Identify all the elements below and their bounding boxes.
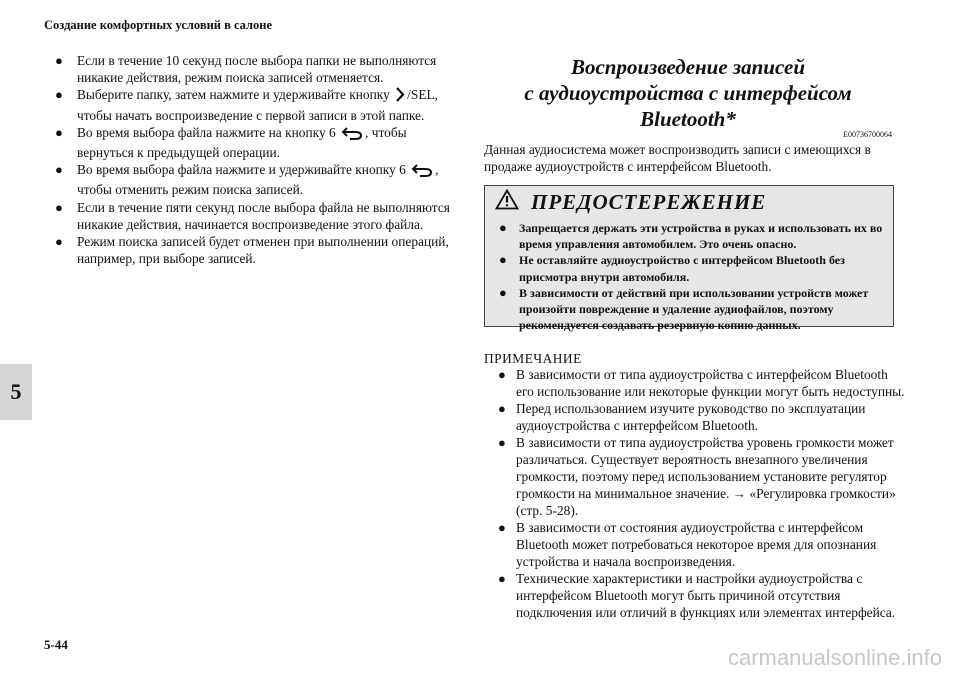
bullet-dot: ● (55, 199, 63, 215)
bullet-dot: ● (499, 220, 507, 235)
bullet-dot: ● (499, 284, 507, 300)
warning-header (495, 190, 766, 214)
bullet-dot: ● (55, 53, 63, 68)
note-label: ПРИМЕЧАНИЕ (484, 351, 582, 366)
list-item-text: Запрещается держать эти устройства в руках и использовать их во время управления автомобилем. Это очень опасно. (519, 221, 883, 252)
list-item-text: , чтобы вернуться к предыдущей операции. (77, 124, 407, 161)
return-arrow-icon (411, 163, 433, 181)
bullet-dot: ● (55, 87, 63, 103)
list-item (498, 434, 908, 519)
list-item (55, 233, 455, 267)
list-item-text: /SEL, чтобы начать воспроизведение с первой записи в этой папке. (77, 87, 439, 123)
list-item (55, 124, 455, 161)
watermark: carmanualsonline.info (727, 645, 942, 670)
list-item-text: Выберите папку, затем нажмите и удерживайте кнопку (77, 87, 394, 103)
bullet-dot: ● (498, 435, 506, 450)
bullet-dot: ● (498, 367, 506, 382)
bullet-dot: ● (55, 162, 63, 178)
page-number: 5-44 (44, 637, 68, 652)
list-item (55, 161, 455, 198)
section-title-line: с аудиоустройства с интерфейсом (524, 81, 852, 105)
list-item-text: Технические характеристики и настройки аудиоустройства с интерфейсом Bluetooth могут быть причиной отсутствия подключения или отличий в функциях или элементах интерфейса. (516, 571, 896, 620)
list-item-text: В зависимости от типа аудиоустройства с интерфейсом Bluetooth его использование или некоторые функции могут быть недоступны. (516, 367, 905, 399)
list-item-text: Режим поиска записей будет отменен при выполнении операций, например, при выборе записей. (77, 234, 449, 267)
list-item-text: Если в течение 10 секунд после выбора папки не выполняются никакие действия, режим поиска записей отменяется. (77, 53, 437, 86)
list-item (498, 570, 908, 621)
section-title (470, 54, 906, 132)
bullet-dot: ● (498, 401, 506, 416)
list-item-text: В зависимости от состояния аудиоустройства с интерфейсом Bluetooth может потребоваться некоторое время для опознания устройства и начала воспроизведения. (516, 520, 877, 569)
section-header: Создание комфортных условий в салоне (44, 18, 273, 32)
list-item-text: , чтобы отменить режим поиска записей. (77, 162, 439, 198)
warning-list (499, 220, 887, 333)
return-arrow-icon (341, 126, 363, 144)
bullet-dot: ● (498, 520, 506, 535)
list-item-text: Во время выбора файла нажмите на кнопку 6 (77, 124, 340, 140)
play-next-icon (395, 87, 405, 106)
list-item (498, 519, 908, 570)
list-item (55, 52, 455, 86)
bullet-dot: ● (55, 124, 63, 140)
list-item-text: В зависимости от типа аудиоустройства уровень громкости может различаться. Существует вероятность внезапного увеличения громкости, поэтому перед использованием установите регулятор громкости на минимальное значение. → «Регулировка громкости» (стр. 5-28). (516, 435, 896, 518)
section-code: E00736700064 (843, 130, 892, 139)
list-item (498, 366, 908, 400)
warning-box (484, 185, 894, 333)
list-item (55, 86, 455, 123)
list-item-text: Во время выбора файла нажмите и удерживайте кнопку 6 (77, 162, 410, 178)
section-intro: Данная аудиосистема может воспроизводить записи с имеющихся в продаже аудиоустройств с интерфейсом Bluetooth. (484, 142, 871, 174)
note-list (498, 366, 908, 621)
list-item (498, 400, 908, 434)
list-item-text: Перед использованием изучите руководство по эксплуатации аудиоустройства с интерфейсом Bluetooth. (516, 401, 866, 433)
warning-title: ПРЕДОСТЕРЕЖЕНИЕ (531, 189, 767, 214)
chapter-tab: 5 (0, 364, 32, 420)
list-item (499, 252, 887, 284)
section-title-line: Воспроизведение записей (570, 55, 806, 79)
bullet-dot: ● (498, 571, 506, 586)
list-item (55, 199, 455, 233)
list-item-text: Если в течение пяти секунд после выбора файла не выполняются никакие действия, начинается воспроизведение этого файла. (77, 199, 450, 232)
list-item (499, 285, 887, 334)
warning-triangle-icon (495, 189, 519, 215)
bullet-dot: ● (55, 234, 63, 250)
section-title-line: Bluetooth* (640, 107, 736, 131)
list-item-text: Не оставляйте аудиоустройство с интерфейсом Bluetooth без присмотра внутри автомобиля. (519, 253, 845, 284)
bullet-dot: ● (499, 252, 507, 268)
left-column (55, 52, 455, 267)
list-item-text: В зависимости от действий при использовании устройств может произойти повреждение и удаление аудиофайлов, поэтому рекомендуется создавать резервную копию данных. (519, 285, 869, 333)
list-item (499, 220, 887, 252)
